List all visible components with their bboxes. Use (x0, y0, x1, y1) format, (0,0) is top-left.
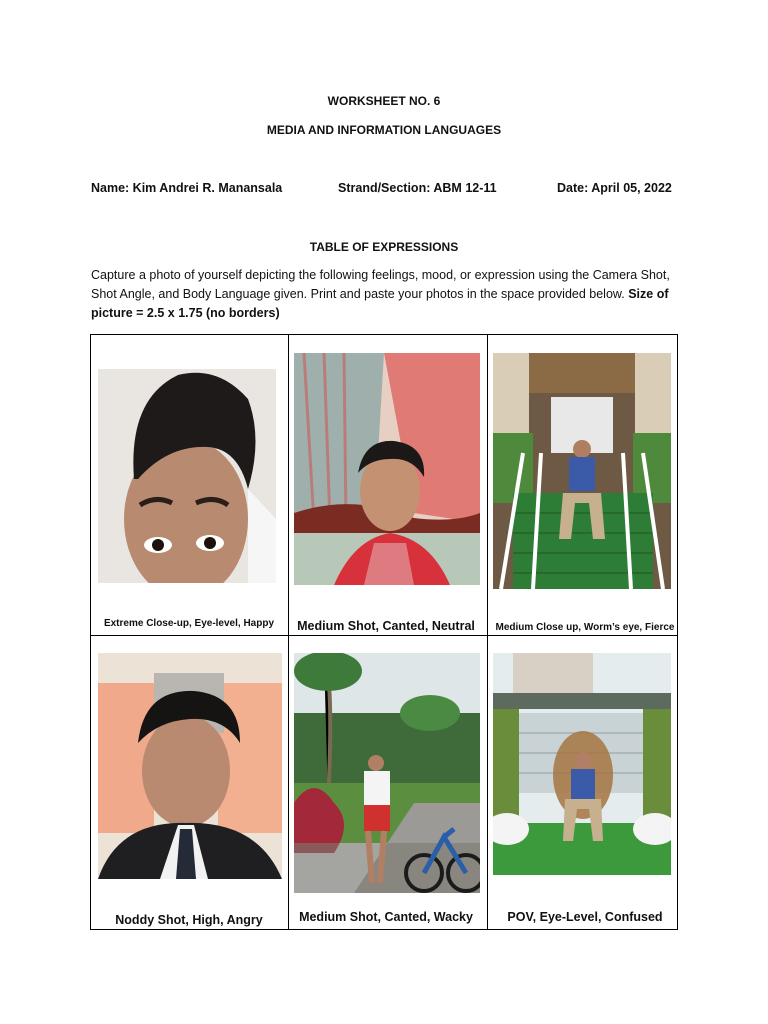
caption-5: Medium Shot, Canted, Wacky (299, 910, 473, 924)
caption-1: Extreme Close-up, Eye-level, Happy (103, 618, 275, 629)
student-name: Name: Kim Andrei R. Manansala (91, 181, 283, 195)
section-title: TABLE OF EXPRESSIONS (309, 240, 459, 254)
date: Date: April 05, 2022 (557, 181, 672, 195)
photo-medium-shot-canted (294, 353, 480, 585)
worksheet-title: WORKSHEET NO. 6 (327, 94, 441, 108)
caption-2: Medium Shot, Canted, Neutral (297, 619, 475, 633)
instructions (91, 266, 691, 323)
expressions-table (90, 334, 678, 930)
photo-extreme-closeup (98, 369, 276, 583)
caption-3: Medium Close up, Worm’s eye, Fierce (495, 622, 675, 633)
worksheet-subtitle: MEDIA AND INFORMATION LANGUAGES (266, 123, 502, 137)
instructions-text: Capture a photo of yourself depicting the following feelings, mood, or expression using the Camera Shot, Shot Angle, and Body Language given. Print and paste your photos in the space provided below. (91, 268, 670, 301)
caption-6: POV, Eye-Level, Confused (507, 910, 663, 924)
caption-4: Noddy Shot, High, Angry (115, 913, 263, 927)
photo-medium-closeup-worms-eye (493, 353, 671, 589)
strand-section: Strand/Section: ABM 12-11 (338, 181, 497, 195)
photo-pov-eye-level (493, 653, 671, 875)
photo-noddy-shot (98, 653, 282, 879)
table-divider (91, 635, 677, 636)
photo-medium-shot-wacky (294, 653, 480, 893)
size-note: Size of picture = 2.5 x 1.75 (no borders) (91, 287, 669, 320)
